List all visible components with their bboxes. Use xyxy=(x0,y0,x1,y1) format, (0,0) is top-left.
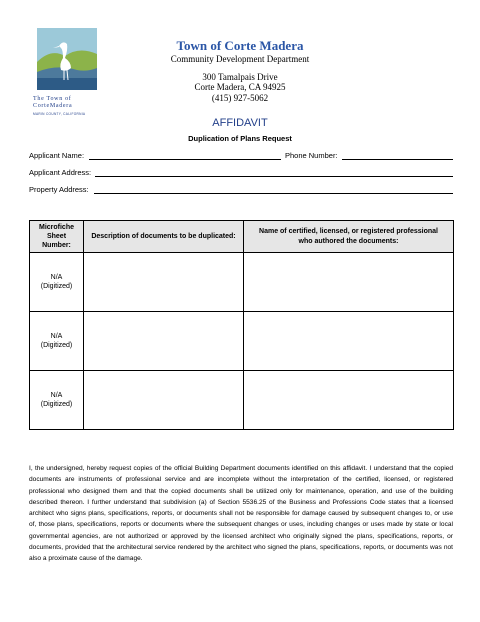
table-header-row xyxy=(30,221,454,253)
property-address-field[interactable] xyxy=(94,193,453,194)
professional-cell[interactable] xyxy=(244,253,454,312)
phone-number-label: Phone Number: xyxy=(285,151,338,160)
professional-cell[interactable] xyxy=(244,371,454,430)
applicant-address-field[interactable] xyxy=(95,176,453,177)
org-address-line1: 300 Tamalpais Drive xyxy=(202,72,278,82)
sheet-number-cell: N/A (Digitized) xyxy=(30,371,84,430)
header-sheet-number: Microfiche Sheet Number: xyxy=(30,221,84,253)
table-row xyxy=(30,312,454,371)
documents-table xyxy=(29,220,454,430)
org-department: Community Development Department xyxy=(170,54,310,64)
header-professional: Name of certified, licensed, or registered professional who authored the documents: xyxy=(244,221,454,253)
description-cell[interactable] xyxy=(84,371,244,430)
town-logo xyxy=(33,28,119,122)
heron-icon xyxy=(37,28,97,90)
org-address-line2: Corte Madera, CA 94925 xyxy=(194,82,286,92)
logo-text-county: MARIN COUNTY, CALIFORNIA xyxy=(33,112,86,116)
description-cell[interactable] xyxy=(84,253,244,312)
sheet-number-cell: N/A (Digitized) xyxy=(30,253,84,312)
affidavit-statement: I, the undersigned, hereby request copies of the official Building Department documents identified on this affidavit. I understand that the copied documents are instruments of professional service and are incomplete without the interpretation of the certified, licensed, or registered professional who designed them and that the copied documents shall be utilized only for maintenance, operation, and use of the building described thereon. I further understand that subdivision (a) of Section 5536.25 of the Business and Professions Code states that a licensed architect who signs plans, specifications, reports, or documents shall not be responsible for damage caused by subsequent changes to, or use of, those plans, specifications, reports or documents where the subsequent changes or uses, including changes or uses made by state or local governmental agencies, are not authorized or approved by the licensed architect who originally signed the plans, specifications, reports, or documents, provided that the architectural service rendered by the architect who signed the plans, specifications, reports, or documents was not also a proximate cause of the damage. xyxy=(29,465,453,562)
phone-number-field[interactable] xyxy=(342,159,453,160)
description-cell[interactable] xyxy=(84,312,244,371)
sheet-number-cell: N/A (Digitized) xyxy=(30,312,84,371)
table-row xyxy=(30,253,454,312)
document-title: AFFIDAVIT xyxy=(212,117,268,129)
professional-cell[interactable] xyxy=(244,312,454,371)
org-name: Town of Corte Madera xyxy=(176,38,304,53)
table-row xyxy=(30,371,454,430)
logo-text-town-of: The Town of xyxy=(33,96,72,102)
document-subtitle: Duplication of Plans Request xyxy=(188,134,292,143)
property-address-label: Property Address: xyxy=(29,185,89,194)
applicant-name-field[interactable] xyxy=(89,159,281,160)
applicant-name-label: Applicant Name: xyxy=(29,151,85,160)
header-description: Description of documents to be duplicated: xyxy=(84,221,244,253)
applicant-address-label: Applicant Address: xyxy=(29,168,92,177)
org-phone: (415) 927-5062 xyxy=(211,93,269,103)
logo-text-corte-madera: CorteMadera xyxy=(33,103,73,109)
